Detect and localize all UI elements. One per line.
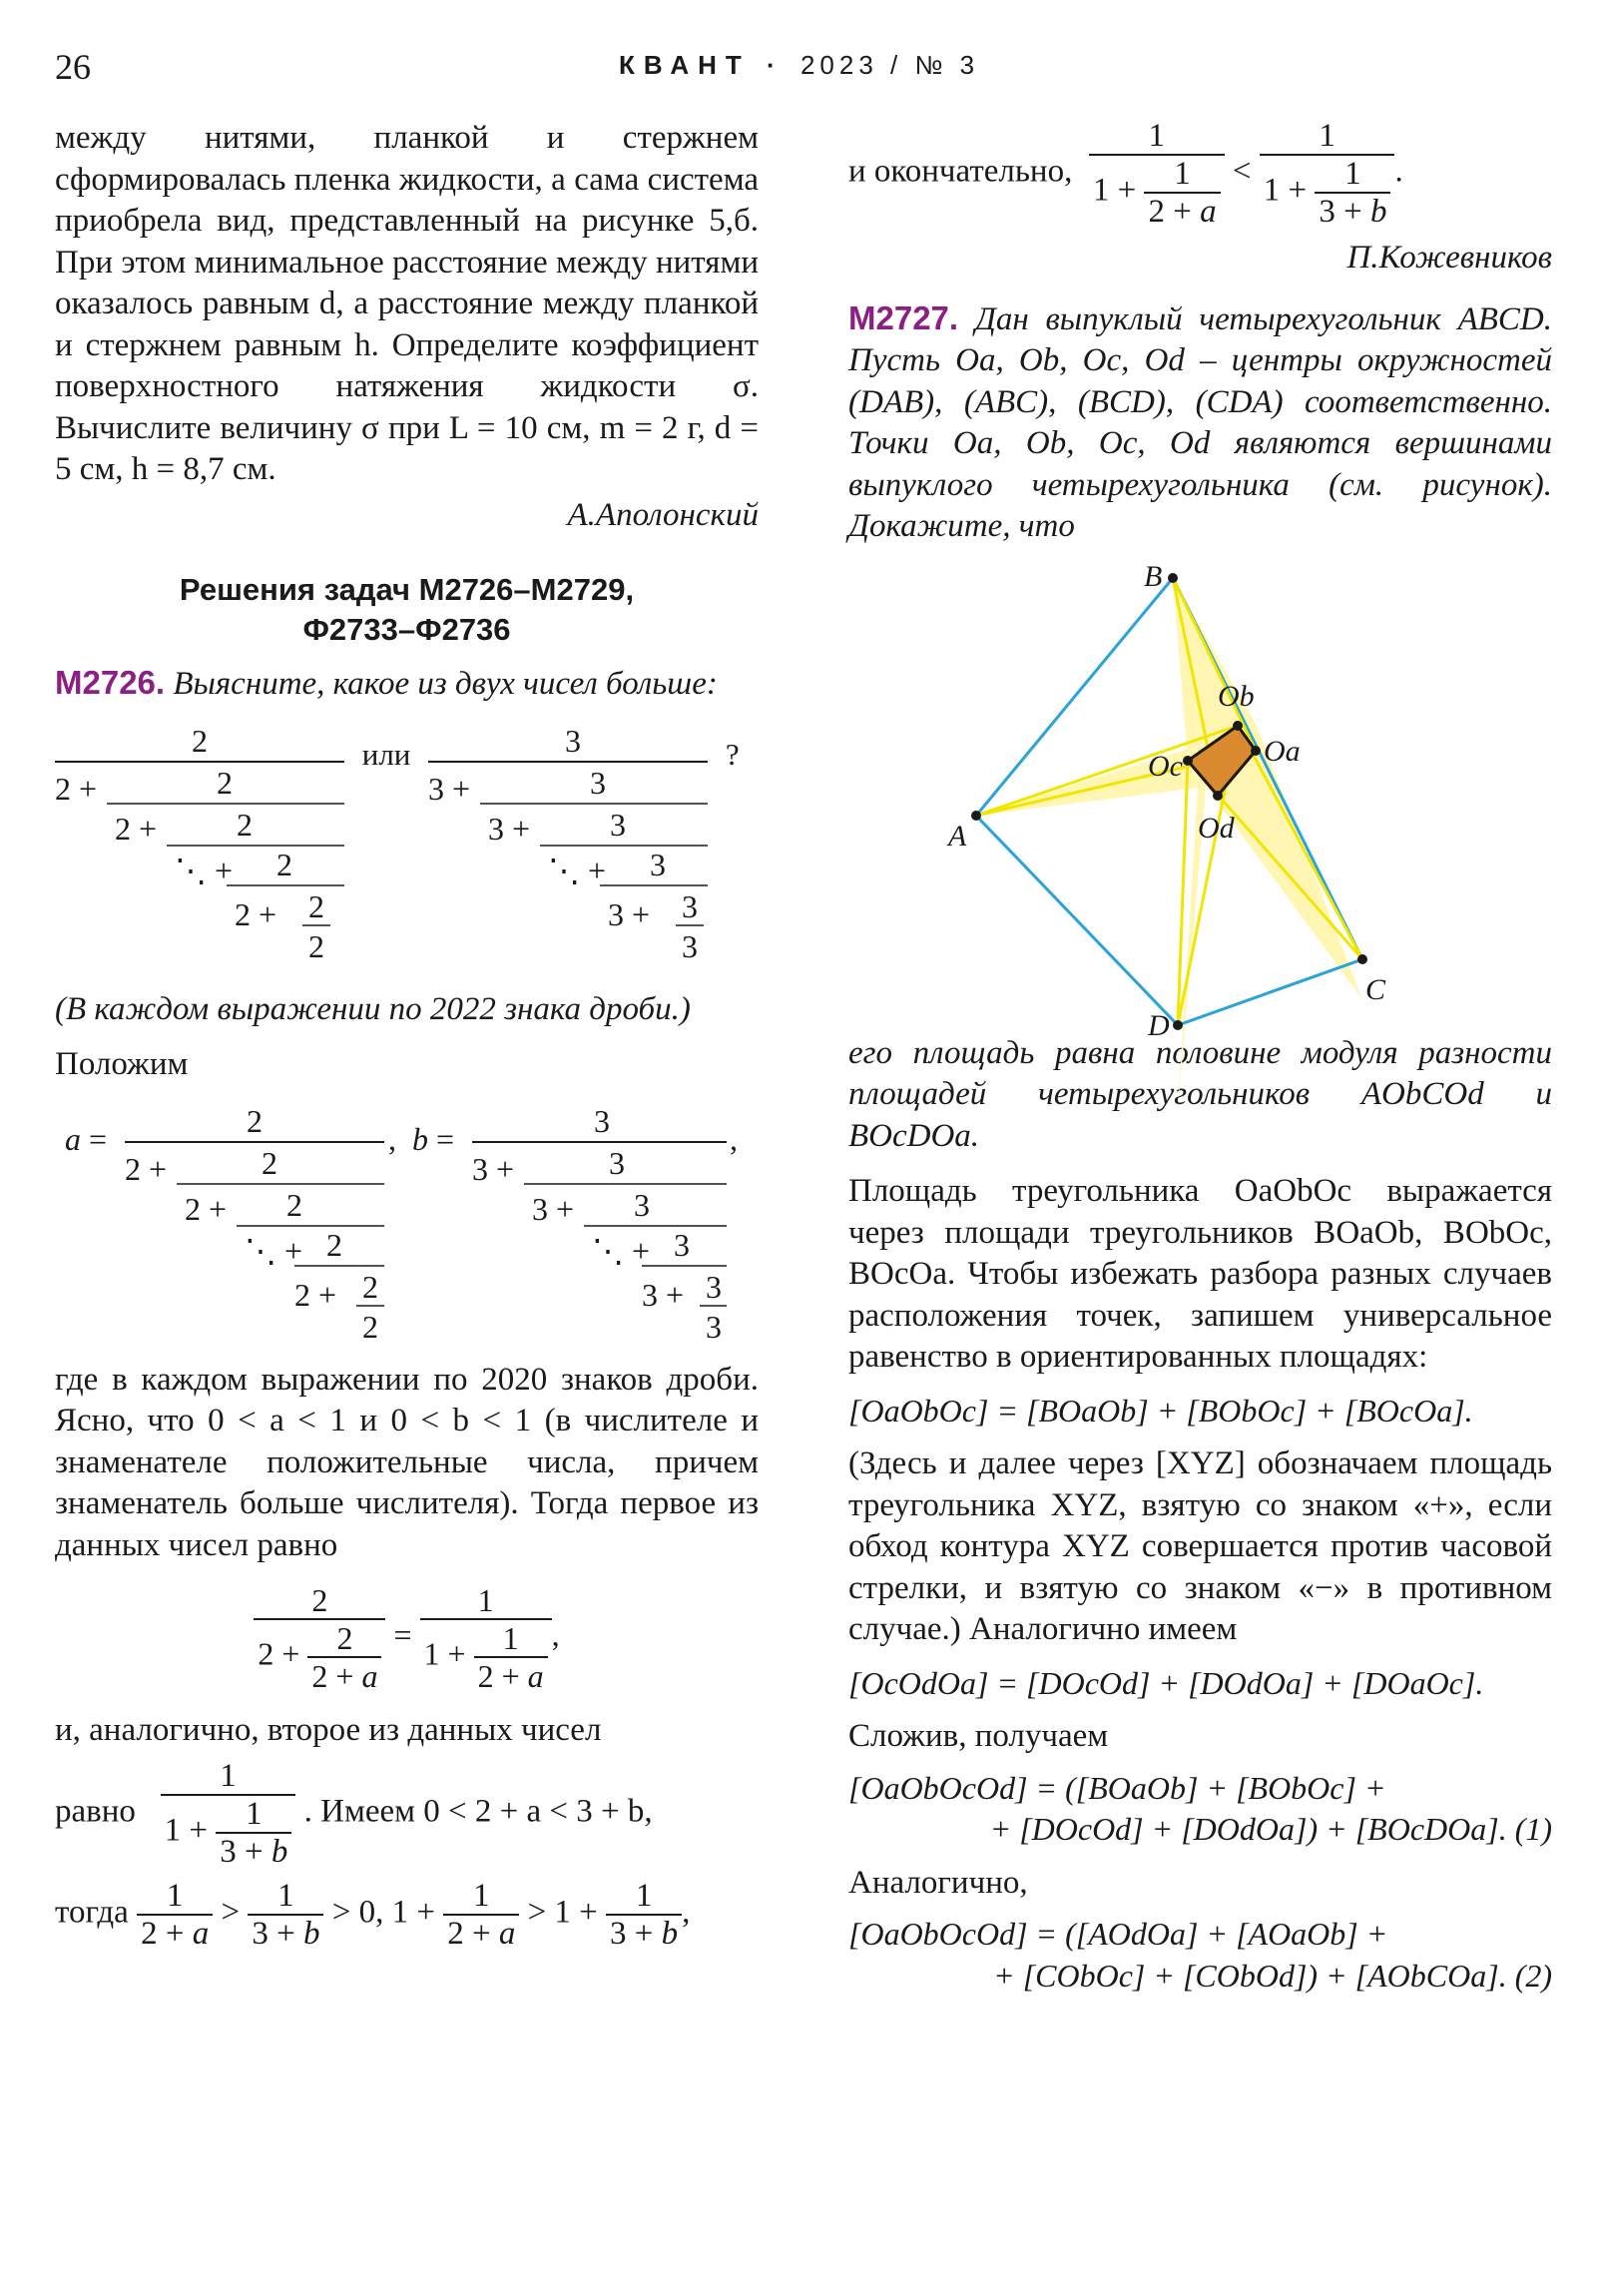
point-ob	[1233, 721, 1243, 731]
quadrilateral-figure	[848, 556, 1552, 1042]
svg-text:2 +: 2 +	[55, 770, 98, 807]
similarly-text: Аналогично,	[848, 1864, 1028, 1901]
m2727-statement-2: его площадь равна половине модуля разности площадей четырехугольников AObCOd и BOcDOa.	[848, 1034, 1552, 1154]
equation-4-line2: + [CObOc] + [CObOd]) + [AObCOa]. (2)	[993, 1957, 1552, 1994]
label-d: D	[1148, 1008, 1170, 1042]
let-word: Положим	[55, 1046, 189, 1082]
point-oc	[1183, 756, 1193, 766]
svg-text:2: 2	[326, 1226, 342, 1263]
svg-text:3: 3	[682, 927, 699, 964]
label-oa: Oa	[1264, 734, 1301, 768]
svg-text:=: =	[89, 1120, 108, 1157]
svg-text:3: 3	[590, 764, 607, 801]
equation-3-line1: [OaObOcOd] = ([BOaOb] + [BObOc] +	[848, 1769, 1386, 1806]
adding-text: Сложив, получаем	[848, 1718, 1109, 1754]
label-c: C	[1365, 972, 1386, 1006]
svg-text:2: 2	[308, 887, 324, 924]
or-word: или	[361, 736, 411, 772]
svg-text:2: 2	[217, 764, 233, 801]
svg-text:2 +: 2 +	[115, 810, 158, 847]
svg-text:3 +: 3 +	[531, 1190, 574, 1227]
intro-author: А.Аполонский	[567, 496, 759, 533]
m2726-text: Выясните, какое из двух чисел больше:	[165, 666, 718, 702]
fraction-count-note: (В каждом выражении по 2022 знака дроби.)	[55, 990, 691, 1027]
section-title-line1: Решения задач М2726–М2729,	[179, 572, 635, 607]
section-title-line2: Ф2733–Ф2736	[302, 612, 511, 647]
svg-text:3 +: 3 +	[641, 1276, 684, 1313]
svg-text:2 +: 2 +	[185, 1190, 228, 1227]
svg-text:3 +: 3 +	[608, 895, 651, 932]
where-text: где в каждом выражении по 2020 знаков дроби. Ясно, что 0 < a < 1 и 0 < b < 1 (в числителе и знаменателе положительные числа, причем знаменатель больше числителя). Тогда первое из данных чисел равно	[55, 1361, 759, 1563]
first-number-equals: 2 2 + $\frac{2}{2 + a}$ = 1 1 + $\frac{1}{2 + a}$ ,	[55, 1582, 759, 1694]
label-a: A	[948, 819, 967, 853]
section-title	[55, 570, 759, 650]
m2726-code: М2726.	[55, 664, 166, 701]
header-separator: ·	[767, 50, 785, 80]
point-d	[1173, 1020, 1183, 1030]
svg-text:3: 3	[650, 846, 667, 882]
svg-text:2 +: 2 +	[235, 895, 277, 932]
m2726-author: П.Кожевников	[1346, 240, 1552, 276]
svg-text:3: 3	[610, 806, 627, 843]
page-number: 26	[55, 47, 91, 87]
we-have-text: . Имеем 0 < 2 + a < 3 + b,	[303, 1793, 653, 1830]
label-ob: Ob	[1218, 679, 1255, 713]
svg-text:2: 2	[308, 927, 324, 964]
svg-text:3: 3	[682, 887, 699, 924]
geometry-diagram	[848, 556, 1552, 1042]
svg-text:3: 3	[705, 1268, 722, 1305]
svg-text:⋱ +: ⋱ +	[591, 1232, 650, 1269]
svg-text:3: 3	[633, 1186, 650, 1223]
and-similarly: и, аналогично, второе из данных чисел	[55, 1712, 602, 1748]
right-column	[848, 118, 1552, 1997]
definition-a	[55, 1100, 394, 1350]
page-header	[55, 46, 1542, 86]
svg-text:3: 3	[705, 1308, 722, 1345]
m2727-text: Дан выпуклый четырехугольник ABCD. Пусть Oa, Ob, Oc, Od – центры окружностей (DAB), (ABC), (BCD), (CDA) соответственно. Точки Oa, Ob, Oc, Od являются вершинами выпуклого четырехугольника (см. рисунок). Докажите, что	[848, 300, 1552, 544]
equation-4-line1: [OaObOcOd] = ([AOdOa] + [AOaOb] +	[848, 1916, 1388, 1952]
svg-text:3: 3	[593, 1102, 610, 1139]
question-mark: ?	[725, 736, 740, 772]
svg-text:2: 2	[192, 722, 208, 759]
point-b	[1168, 573, 1178, 583]
svg-text:b: b	[411, 1120, 428, 1157]
svg-text:2: 2	[286, 1186, 302, 1223]
left-column	[55, 118, 759, 1952]
equation-2: [OcOdOa] = [DOcOd] + [DOdOa] + [DOaOc].	[848, 1664, 1484, 1701]
svg-text:2: 2	[362, 1308, 378, 1345]
svg-text:a: a	[65, 1120, 81, 1157]
svg-text:3 +: 3 +	[488, 810, 531, 847]
svg-text:⋱ +: ⋱ +	[175, 852, 234, 888]
svg-text:2: 2	[237, 806, 253, 843]
m2727-code: М2727.	[848, 298, 959, 336]
solution-para-2: (Здесь и далее через [XYZ] обозначаем площадь треугольника XYZ, взятую со знаком «+», если обход контура XYZ совершается против часовой стрелки, и взятую со знаком «−» в противном случае.) Аналогично имеем	[848, 1445, 1552, 1647]
second-number-line: равно 1 1 + $\frac{1}{3 + b}$ . Имеем 0 < 2 + a < 3 + b,	[55, 1757, 653, 1870]
issue-number: 2023 / № 3	[799, 50, 980, 80]
final-inequality: и окончательно, 1 1 + $\frac{1}{2 + a}$ < 1 1 + $\frac{1}{3 + b}$ .	[848, 118, 1403, 230]
definitions-a-b	[55, 1100, 759, 1350]
svg-text:⋱ +: ⋱ +	[245, 1232, 303, 1269]
label-oc: Oc	[1148, 749, 1183, 783]
definition-b	[402, 1100, 742, 1350]
yellow-lines	[976, 578, 1362, 1025]
m2727-statement	[848, 297, 1552, 548]
svg-text:2: 2	[276, 846, 292, 882]
journal-title	[619, 50, 979, 81]
problem-intro-text: между нитями, планкой и стержнем сформировалась пленка жидкости, а сама система приобрела вид, представленный на рисунке 5,б. При этом минимальное расстояние между нитями оказалось равным d, а расстояние между планкой и стержнем равным h. Определите коэффициент поверхностного натяжения жидкости σ. Вычислите величину σ при L = 10 см, m = 2 г, d = 5 см, h = 8,7 см.	[55, 120, 759, 487]
svg-text:3: 3	[565, 722, 582, 759]
svg-text:,: ,	[388, 1120, 396, 1157]
svg-text:⋱ +: ⋱ +	[548, 852, 607, 888]
svg-text:3 +: 3 +	[471, 1150, 514, 1187]
point-c	[1357, 954, 1367, 964]
finally-word: и окончательно,	[848, 153, 1073, 190]
point-od	[1213, 791, 1223, 801]
journal-name: КВАНТ	[619, 50, 751, 80]
label-b: B	[1144, 559, 1163, 593]
continued-fractions-question	[55, 720, 759, 979]
continued-fraction-three	[428, 720, 718, 979]
svg-text:2 +: 2 +	[125, 1150, 168, 1187]
svg-text:2 +: 2 +	[294, 1276, 337, 1313]
equals-word: равно	[55, 1793, 136, 1830]
svg-text:3: 3	[608, 1144, 625, 1181]
svg-text:3: 3	[673, 1226, 690, 1263]
continued-fraction-two	[55, 720, 344, 979]
solution-para-1: Площадь треугольника OaObOc выражается через площади треугольников BOaOb, BObOc, BOcOa. Чтобы избежать разбора разных случаев расположения точек, запишем универсальное равенство в ориентированных площадях:	[848, 1173, 1552, 1375]
equation-1: [OaObOc] = [BOaOb] + [BObOc] + [BOcOa].	[848, 1392, 1473, 1429]
label-od: Od	[1198, 811, 1235, 845]
point-oa	[1251, 746, 1261, 756]
svg-text:2: 2	[247, 1102, 263, 1139]
svg-text:,: ,	[729, 1120, 738, 1157]
m2726-statement	[55, 662, 759, 706]
svg-text:3 +: 3 +	[428, 770, 471, 807]
svg-text:=: =	[435, 1120, 454, 1157]
then-word: тогда	[55, 1894, 129, 1931]
svg-text:2: 2	[362, 1268, 378, 1305]
point-a	[971, 811, 981, 821]
equation-3-line2: + [DOcOd] + [DOdOa]) + [BOcDOa]. (1)	[989, 1811, 1552, 1847]
svg-text:2: 2	[262, 1144, 277, 1181]
then-inequality: тогда $\frac{1}{2 + a}$ > $\frac{1}{3 + b}$ > 0, 1 + $\frac{1}{2 + a}$ > 1 + $\frac{1}{3 + b}$ ,	[55, 1877, 691, 1952]
